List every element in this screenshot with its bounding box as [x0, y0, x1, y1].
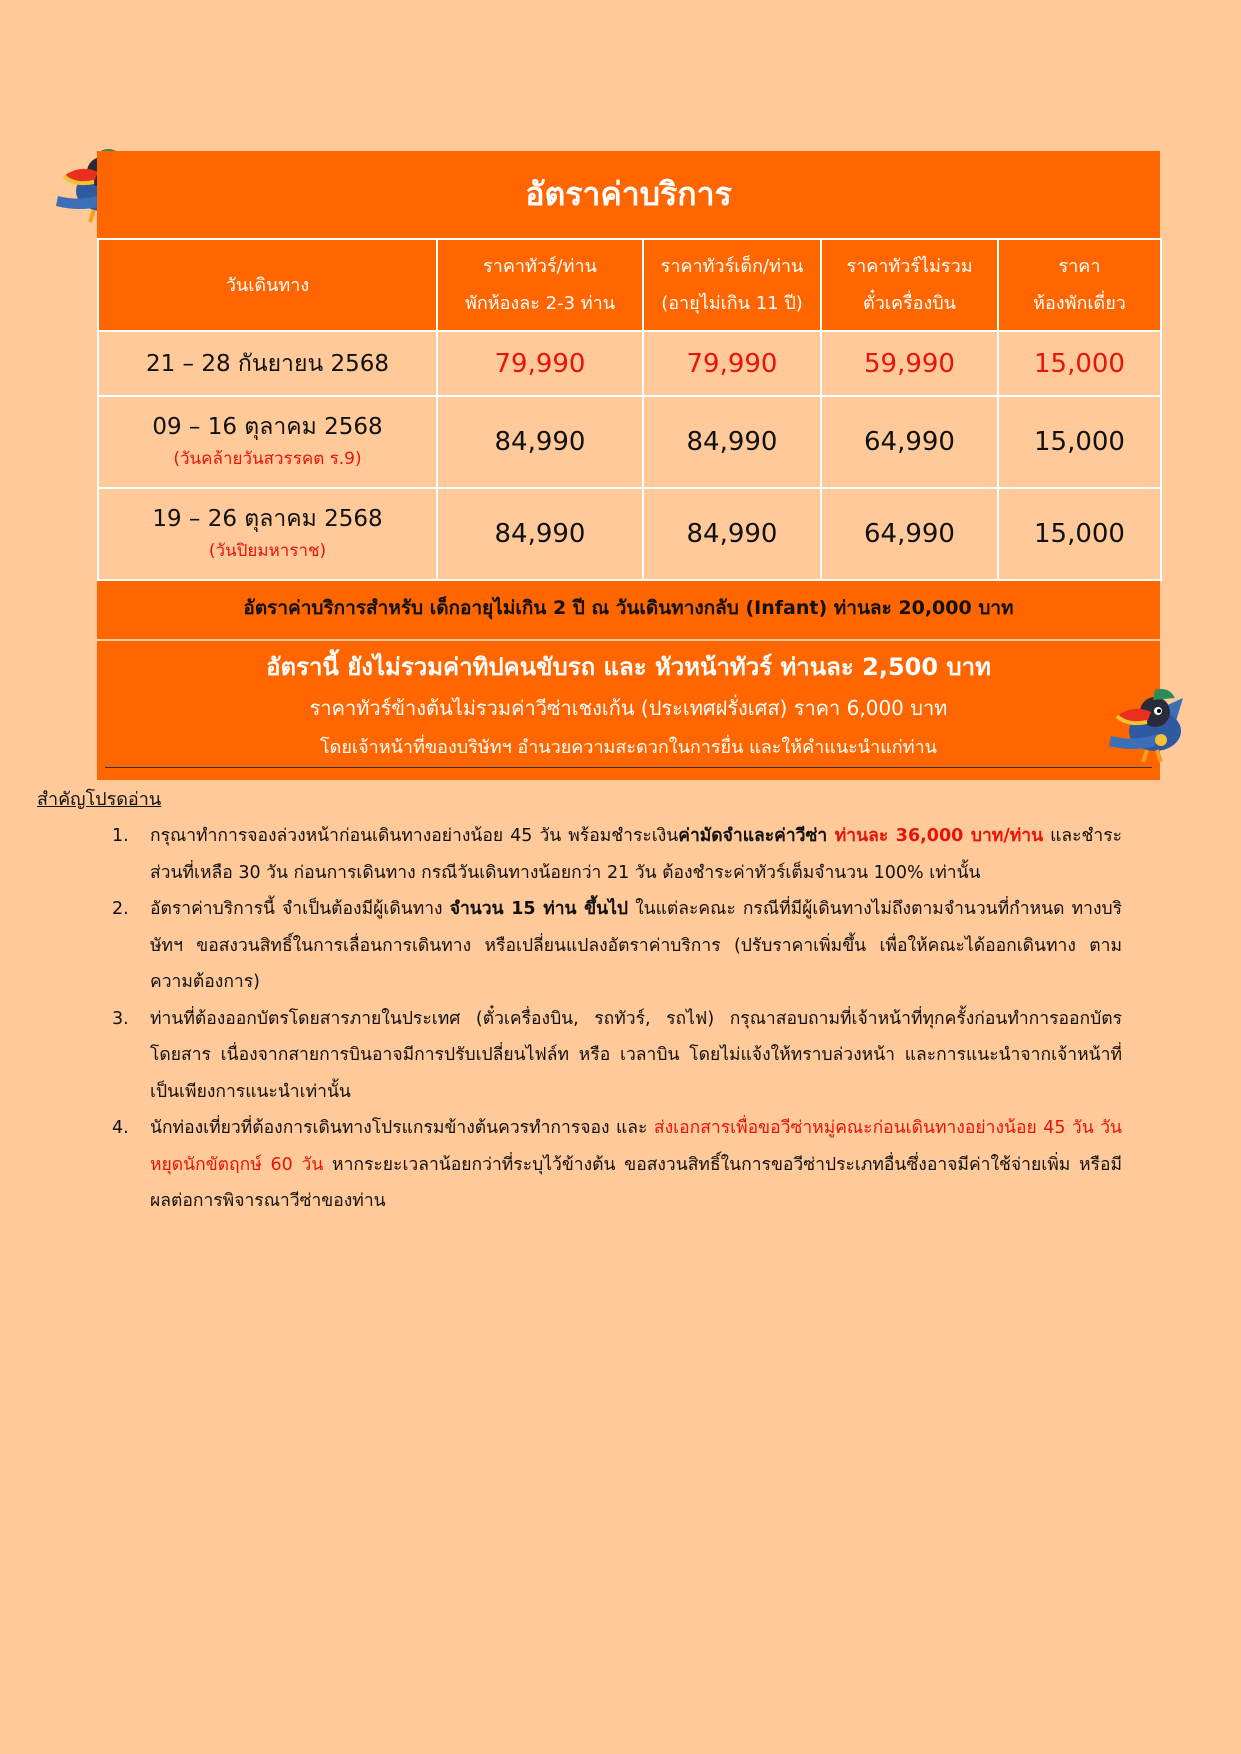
visa-note: ราคาทัวร์ข้างต้นไม่รวมค่าวีซ่าเชงเก้น (ประเทศฝรั่งเศส) ราคา 6,000 บาท [309, 696, 948, 720]
holiday-note: (วันคล้ายวันสวรรคต ร.9) [173, 449, 362, 469]
table-row [98, 488, 1161, 580]
page-title: อัตราค่าบริการ [97, 151, 1160, 238]
assist-note: โดยเจ้าหน้าที่ของบริษัทฯ อำนวยความสะดวกในการยื่น และให้คำแนะนำแก่ท่าน [105, 729, 1152, 768]
list-item: 1. กรุณาทำการจองล่วงหน้าก่อนเดินทางอย่างน้อย 45 วัน พร้อมชำระเงินค่ามัดจำและค่าวีซ่า ท่านละ 36,000 บาท/ท่าน และชำระส่วนที่เหลือ 30 วัน ก่อนการเดินทาง กรณีวันเดินทางน้อยกว่า 21 วัน ต้องชำระค่าทัวร์เต็มจำนวน 100% เท่านั้น [112, 826, 1122, 883]
notes-box [97, 581, 1160, 780]
terms-list [110, 818, 1122, 1220]
infant-note: อัตราค่าบริการสำหรับ เด็กอายุไม่เกิน 2 ปี ณ วันเดินทางกลับ (Infant) ท่านละ 20,000 บาท [97, 593, 1160, 641]
price-child: 84,990 [643, 488, 821, 580]
price-child: 84,990 [643, 396, 821, 488]
price-single: 15,000 [998, 396, 1161, 488]
holiday-note: (วันปิยมหาราช) [208, 541, 327, 561]
list-item: 4. นักท่องเที่ยวที่ต้องการเดินทางโปรแกรมข้างต้นควรทำการจอง และ ส่งเอกสารเพื่อขอวีซ่าหมู่คณะก่อนเดินทางอย่างน้อย 45 วัน วันหยุดนักขัตฤกษ์ 60 วัน หากระยะเวลาน้อยกว่าที่ระบุไว้ข้างต้น ขอสงวนสิทธิ์ในการขอวีซ่าประเภทอื่นซึ่งอาจมีค่าใช้จ่ายเพิ่ม หรือมีผลต่อการพิจารณาวีซ่าของท่าน [112, 1118, 1122, 1211]
price-no-ticket: 64,990 [821, 396, 998, 488]
header-adult: ราคาทัวร์/ท่าน พักห้องละ 2-3 ท่าน [437, 239, 643, 331]
departure-date: 19 – 26 ตุลาคม 2568 (วันปิยมหาราช) [98, 488, 437, 580]
price-table [97, 238, 1162, 581]
price-box [97, 151, 1160, 780]
price-adult: 84,990 [437, 488, 643, 580]
price-no-ticket: 59,990 [821, 331, 998, 396]
important-title: สำคัญโปรดอ่าน [37, 789, 162, 810]
price-child: 79,990 [643, 331, 821, 396]
price-single: 15,000 [998, 488, 1161, 580]
table-row [98, 331, 1161, 396]
table-header-row [98, 239, 1161, 331]
tip-note: อัตรานี้ ยังไม่รวมค่าทิปคนขับรถ และ หัวหน้าทัวร์ ท่านละ 2,500 บาท [266, 653, 991, 681]
header-no-ticket: ราคาทัวร์ไม่รวม ตั๋วเครื่องบิน [821, 239, 998, 331]
header-date: วันเดินทาง [98, 239, 437, 331]
list-item: 2. อัตราค่าบริการนี้ จำเป็นต้องมีผู้เดินทาง จำนวน 15 ท่าน ขึ้นไป ในแต่ละคณะ กรณีที่มีผู้เดินทางไม่ถึงตามจำนวนที่กำหนด ทางบริษัทฯ ขอสงวนสิทธิ์ในการเลื่อนการเดินทาง หรือเปลี่ยนแปลงอัตราค่าบริการ (ปรับราคาเพิ่มขึ้น เพื่อให้คณะได้ออกเดินทาง ตามความต้องการ) [112, 899, 1122, 992]
list-item: 3. ท่านที่ต้องออกบัตรโดยสารภายในประเทศ (ตั๋วเครื่องบิน, รถทัวร์, รถไฟ) กรุณาสอบถามที่เจ้าหน้าที่ทุกครั้งก่อนทำการออกบัตรโดยสาร เนื่องจากสายการบินอาจมีการปรับเปลี่ยนไฟล์ท หรือ เวลาบิน โดยไม่แจ้งให้ทราบล่วงหน้า และการแนะนำจากเจ้าหน้าที่เป็นเพียงการแนะนำเท่านั้น [112, 1008, 1122, 1102]
toucan-mascot-icon [1103, 676, 1195, 768]
departure-date: 21 – 28 กันยายน 2568 [98, 331, 437, 396]
price-adult: 79,990 [437, 331, 643, 396]
price-adult: 84,990 [437, 396, 643, 488]
departure-date: 09 – 16 ตุลาคม 2568 (วันคล้ายวันสวรรคต ร.9) [98, 396, 437, 488]
price-single: 15,000 [998, 331, 1161, 396]
header-child: ราคาทัวร์เด็ก/ท่าน (อายุไม่เกิน 11 ปี) [643, 239, 821, 331]
table-row [98, 396, 1161, 488]
price-no-ticket: 64,990 [821, 488, 998, 580]
header-single: ราคา ห้องพักเดี่ยว [998, 239, 1161, 331]
